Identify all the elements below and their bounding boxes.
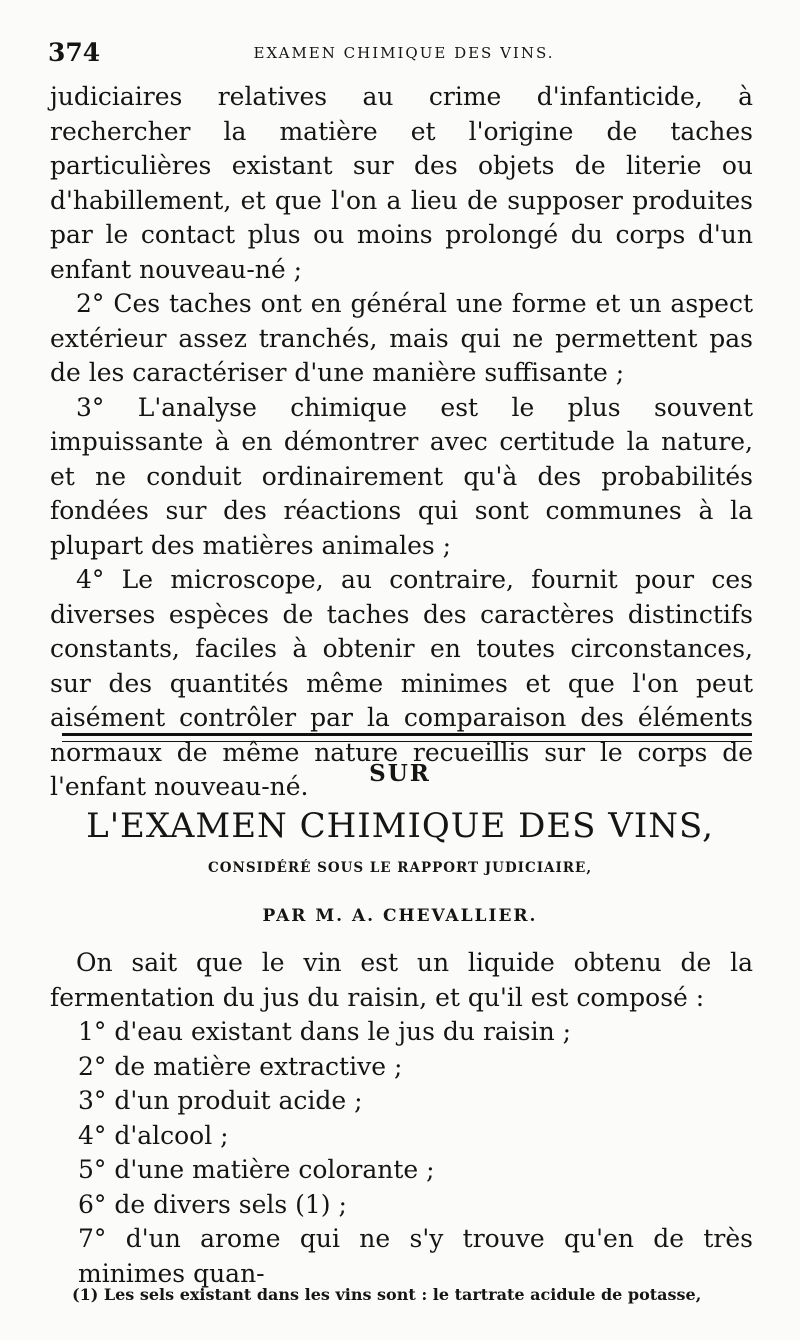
composition-list bbox=[78, 1015, 753, 1291]
paragraph: judiciaires relatives au crime d'infanticide, à rechercher la matière et l'origine de taches particulières existant sur des objets de literie ou d'habillement, et que l'on a lieu de supposer produites par le contact plus ou moins prolongé du corps d'un enfant nouveau-né ; bbox=[50, 82, 753, 284]
list-item: 5° d'une matière colorante ; bbox=[78, 1155, 435, 1184]
list-item: 6° de divers sels (1) ; bbox=[78, 1189, 347, 1219]
list-item: 4° d'alcool ; bbox=[78, 1120, 229, 1150]
article-author: PAR M. A. CHEVALLIER. bbox=[262, 906, 538, 926]
page-number: 374 bbox=[48, 38, 101, 67]
page-header bbox=[48, 38, 760, 68]
list-item: 2° de matière extractive ; bbox=[78, 1051, 403, 1081]
article-title: L'EXAMEN CHIMIQUE DES VINS, bbox=[86, 806, 714, 846]
paragraph: On sait que le vin est un liquide obtenu de la fermentation du jus du raisin, et qu'il est composé : bbox=[50, 948, 753, 1012]
paragraph: 3° L'analyse chimique est le plus souvent impuissante à en démontrer avec certitude la nature, et ne conduit ordinairement qu'à des probabilités fondées sur des réactions qui sont communes à la plupart des matières animales ; bbox=[50, 392, 753, 560]
list-item: 7° d'un arome qui ne s'y trouve qu'en de très minimes quan- bbox=[78, 1224, 753, 1288]
list-item: 1° d'eau existant dans le jus du raisin ; bbox=[78, 1017, 572, 1046]
article-pretitle: SUR bbox=[369, 760, 431, 787]
running-head: EXAMEN CHIMIQUE DES VINS. bbox=[253, 44, 555, 62]
list-item: 3° d'un produit acide ; bbox=[78, 1086, 363, 1115]
section-divider bbox=[62, 733, 752, 742]
paragraph: 2° Ces taches ont en général une forme et un aspect extérieur assez tranchés, mais qui ne permettent pas de les caractériser d'une manière suffisante ; bbox=[50, 289, 753, 387]
paragraph: 4° Le microscope, au contraire, fournit pour ces diverses espèces de taches des caractères distinctifs constants, faciles à obtenir en toutes circonstances, sur des quantités même minimes et que l'on peut aisément contrôler par la comparaison des éléments normaux de même nature recueillis sur le corps de l'enfant nouveau-né. bbox=[50, 565, 753, 801]
article-intro bbox=[50, 946, 753, 1015]
previous-article-text bbox=[50, 80, 753, 805]
article-subtitle: CONSIDÉRÉ SOUS LE RAPPORT JUDICIAIRE, bbox=[207, 860, 593, 876]
footnote: (1) Les sels existant dans les vins sont : le tartrate acidule de potasse, bbox=[72, 1285, 702, 1304]
